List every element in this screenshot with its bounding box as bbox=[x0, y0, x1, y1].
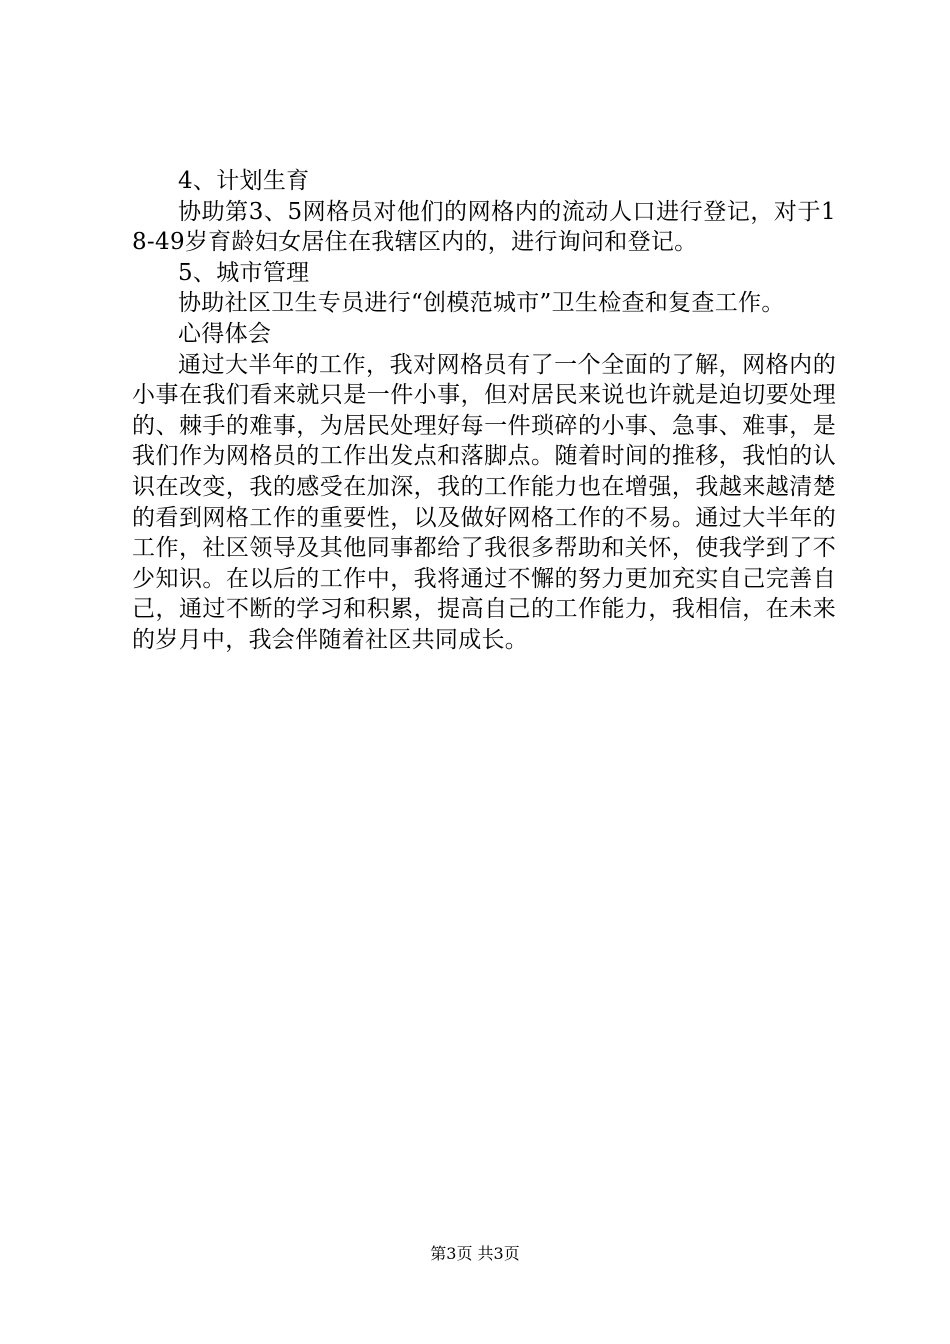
section-heading-city-management: 5、城市管理 bbox=[178, 259, 310, 286]
paragraph-family-planning: 协助第3、5网格员对他们的网格内的流动人口进行登记，对于18-49岁育龄妇女居住在我辖区内的，进行询问和登记。 bbox=[132, 198, 836, 256]
page-number-footer: 第3页 共3页 bbox=[430, 1244, 520, 1263]
paragraph-city-management: 协助社区卫生专员进行“创模范城市”卫生检查和复查工作。 bbox=[178, 290, 785, 317]
section-heading-family-planning: 4、计划生育 bbox=[178, 168, 310, 194]
section-heading-reflections: 心得体会 bbox=[178, 320, 272, 347]
paragraph-reflections: 通过大半年的工作，我对网格员有了一个全面的了解，网格内的小事在我们看来就只是一件小事，但对居民来说也许就是迫切要处理的、棘手的难事，为居民处理好每一件琐碎的小事、急事、难事，是我们作为网格员的工作出发点和落脚点。随着时间的推移，我怕的认识在改变，我的感受在加深，我的工作能力也在增强，我越来越清楚的看到网格工作的重要性，以及做好网格工作的不易。通过大半年的工作，社区领导及其他同事都给了我很多帮助和关怀，使我学到了不少知识。在以后的工作中，我将通过不懈的努力更加充实自己完善自己，通过不断的学习和积累，提高自己的工作能力，我相信，在未来的岁月中，我会伴随着社区共同成长。 bbox=[132, 351, 836, 653]
document-body bbox=[132, 166, 836, 656]
